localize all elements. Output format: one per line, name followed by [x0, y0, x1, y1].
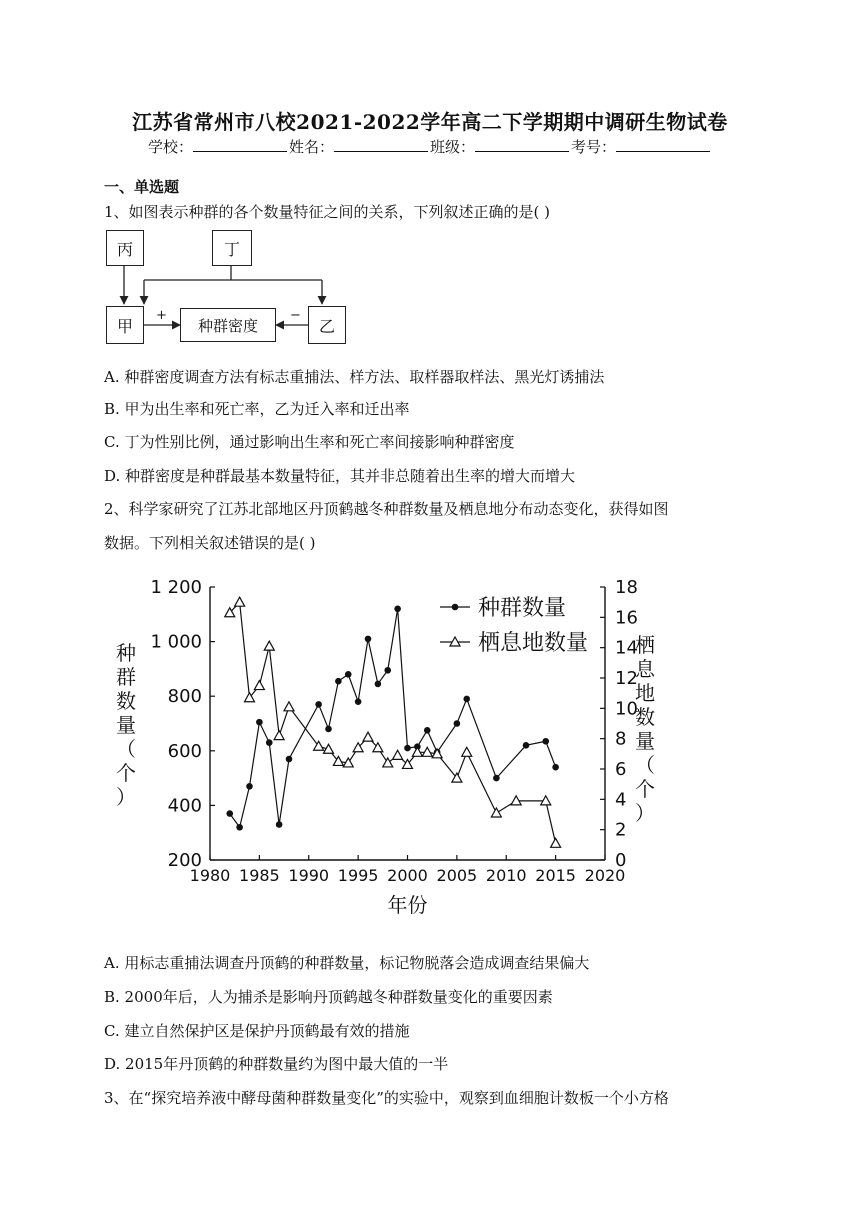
x-tick-label: 2010 [485, 866, 527, 885]
class-blank[interactable] [475, 137, 569, 152]
id-blank[interactable] [616, 137, 710, 152]
habitat-point [462, 747, 472, 756]
population-point [552, 764, 559, 771]
q2-option-c: C. 建立自然保护区是保护丹顶鹤最有效的措施 [104, 1022, 410, 1040]
left-y-axis-label-char: 量 [116, 713, 136, 737]
population-point [523, 742, 530, 749]
right-y-axis-label-char: 数 [635, 705, 655, 729]
minus-sign: − [290, 308, 301, 323]
right-y-tick-label: 8 [615, 728, 627, 750]
population-point [365, 636, 372, 643]
q1-stem: 1、如图表示种群的各个数量特征之间的关系，下列叙述正确的是( ) [104, 203, 551, 221]
population-point [542, 738, 549, 745]
right-y-axis-label-char: 个 [635, 777, 655, 801]
right-y-tick-label: 6 [615, 759, 627, 780]
name-blank[interactable] [334, 137, 428, 152]
right-y-tick-label: 18 [615, 577, 638, 598]
left-y-axis-label-char: 群 [116, 665, 136, 689]
box-ding: 丁 [212, 230, 252, 266]
left-y-axis-label-char: 数 [116, 689, 136, 713]
left-y-tick-label: 800 [167, 686, 202, 708]
habitat-point [314, 741, 324, 750]
right-y-axis-label-char: 息 [635, 657, 655, 681]
q1-option-c: C. 丁为性别比例，通过影响出生率和死亡率间接影响种群密度 [104, 433, 515, 451]
right-y-axis-label-char: 量 [635, 729, 655, 753]
box-population-density: 种群密度 [180, 308, 276, 342]
x-tick-label: 1990 [288, 866, 330, 885]
habitat-point [235, 597, 245, 606]
habitat-point [393, 750, 403, 759]
population-point [463, 696, 470, 703]
left-y-tick-label: 1 200 [150, 577, 202, 598]
population-point [236, 824, 243, 831]
population-point [345, 671, 352, 678]
right-y-tick-label: 14 [615, 637, 638, 659]
population-point [315, 701, 322, 708]
population-point [226, 810, 233, 817]
x-tick-label: 1980 [189, 866, 231, 885]
habitat-point [383, 758, 393, 767]
section-heading: 一、单选题 [104, 178, 180, 196]
population-point [276, 821, 283, 828]
habitat-point [264, 641, 274, 650]
right-y-axis-label-char: （ [635, 753, 655, 777]
population-point [384, 667, 391, 674]
x-tick-label: 2020 [584, 866, 626, 885]
right-y-tick-label: 0 [615, 850, 627, 871]
right-y-axis-label-char: 地 [635, 681, 655, 705]
habitat-point [551, 838, 561, 847]
q1-diagram [104, 228, 354, 350]
population-point [454, 720, 461, 727]
right-y-axis-label-char: ） [635, 801, 655, 825]
q2-option-b: B. 2000年后，人为捕杀是影响丹顶鹤越冬种群数量变化的重要因素 [104, 988, 553, 1006]
left-y-tick-label: 200 [167, 850, 202, 871]
population-point [404, 745, 411, 752]
legend-marker-population [452, 604, 459, 611]
left-y-tick-label: 600 [167, 740, 202, 762]
right-y-axis-label-text [635, 633, 656, 825]
student-info-line [0, 136, 860, 157]
left-y-axis-label-char: （ [116, 737, 136, 761]
left-y-axis-label [116, 641, 136, 809]
population-point [266, 739, 273, 746]
id-label: 考号： [571, 138, 617, 156]
q1-option-a: A. 种群密度调查方法有标志重捕法、样方法、取样器取样法、黑光灯诱捕法 [104, 368, 605, 386]
right-y-tick-label: 2 [615, 819, 627, 841]
x-tick-label: 2015 [535, 866, 576, 885]
x-tick-label: 2000 [387, 866, 428, 885]
population-point [325, 726, 332, 733]
habitat-point [274, 731, 284, 740]
paper-title: 江苏省常州市八校2021-2022学年高二下学期期中调研生物试卷 [132, 110, 728, 134]
school-blank[interactable] [193, 137, 287, 152]
habitat-point [254, 681, 264, 690]
left-y-axis-label-char: 个 [116, 761, 136, 785]
population-point [286, 756, 293, 763]
q1-option-d: D. 种群密度是种群最基本数量特征，其并非总随着出生率的增大而增大 [104, 467, 576, 485]
q2-stem-line2: 数据。下列相关叙述错误的是( ) [104, 534, 316, 552]
box-yi: 乙 [308, 306, 346, 344]
q3-stem-line1: 3、在“探究培养液中酵母菌种群数量变化”的实验中，观察到血细胞计数板一个小方格 [104, 1089, 669, 1107]
box-jia: 甲 [106, 306, 144, 344]
q2-stem-line1: 2、科学家研究了江苏北部地区丹顶鹤越冬种群数量及栖息地分布动态变化，获得如图 [104, 500, 669, 518]
q2-option-a: A. 用标志重捕法调查丹顶鹤的种群数量，标记物脱落会造成调查结果偏大 [104, 954, 590, 972]
population-point [375, 681, 382, 688]
legend-label-habitat: 栖息地数量 [478, 631, 589, 656]
right-y-tick-label: 4 [615, 789, 627, 811]
right-y-axis-label-char: 栖 [635, 633, 655, 657]
box-bing: 丙 [106, 230, 144, 266]
right-y-tick-label: 16 [615, 607, 638, 629]
population-habitat-chart [100, 560, 660, 940]
habitat-point [363, 732, 373, 741]
population-point [493, 775, 500, 782]
population-point [394, 606, 401, 613]
population-point [256, 719, 263, 726]
left-y-axis-label-text [116, 641, 136, 809]
left-y-axis-label-char: 种 [116, 641, 136, 665]
population-point [424, 727, 431, 734]
habitat-point [491, 808, 501, 817]
right-y-axis-label [635, 633, 656, 825]
right-y-tick-label: 12 [615, 668, 638, 689]
population-point [335, 678, 342, 685]
class-label: 班级： [430, 138, 476, 156]
x-tick-label: 2005 [436, 866, 478, 885]
q2-option-d: D. 2015年丹顶鹤的种群数量约为图中最大值的一半 [104, 1055, 449, 1073]
population-point [246, 783, 253, 790]
x-tick-label: 1995 [337, 866, 379, 885]
population-point [355, 698, 362, 705]
q1-option-b: B. 甲为出生率和死亡率，乙为迁入率和迁出率 [104, 400, 410, 418]
school-label: 学校： [147, 138, 193, 156]
left-y-axis-label-char: ） [116, 785, 136, 809]
x-tick-label: 1985 [239, 866, 280, 885]
left-y-tick-label: 400 [167, 795, 202, 817]
legend-label-population: 种群数量 [478, 596, 567, 621]
right-y-tick-label: 10 [615, 698, 638, 720]
habitat-point [284, 702, 294, 711]
plus-sign: + [156, 308, 167, 323]
name-label: 姓名： [288, 138, 334, 156]
left-y-tick-label: 1 000 [150, 631, 202, 653]
x-axis-label: 年份 [387, 893, 428, 917]
